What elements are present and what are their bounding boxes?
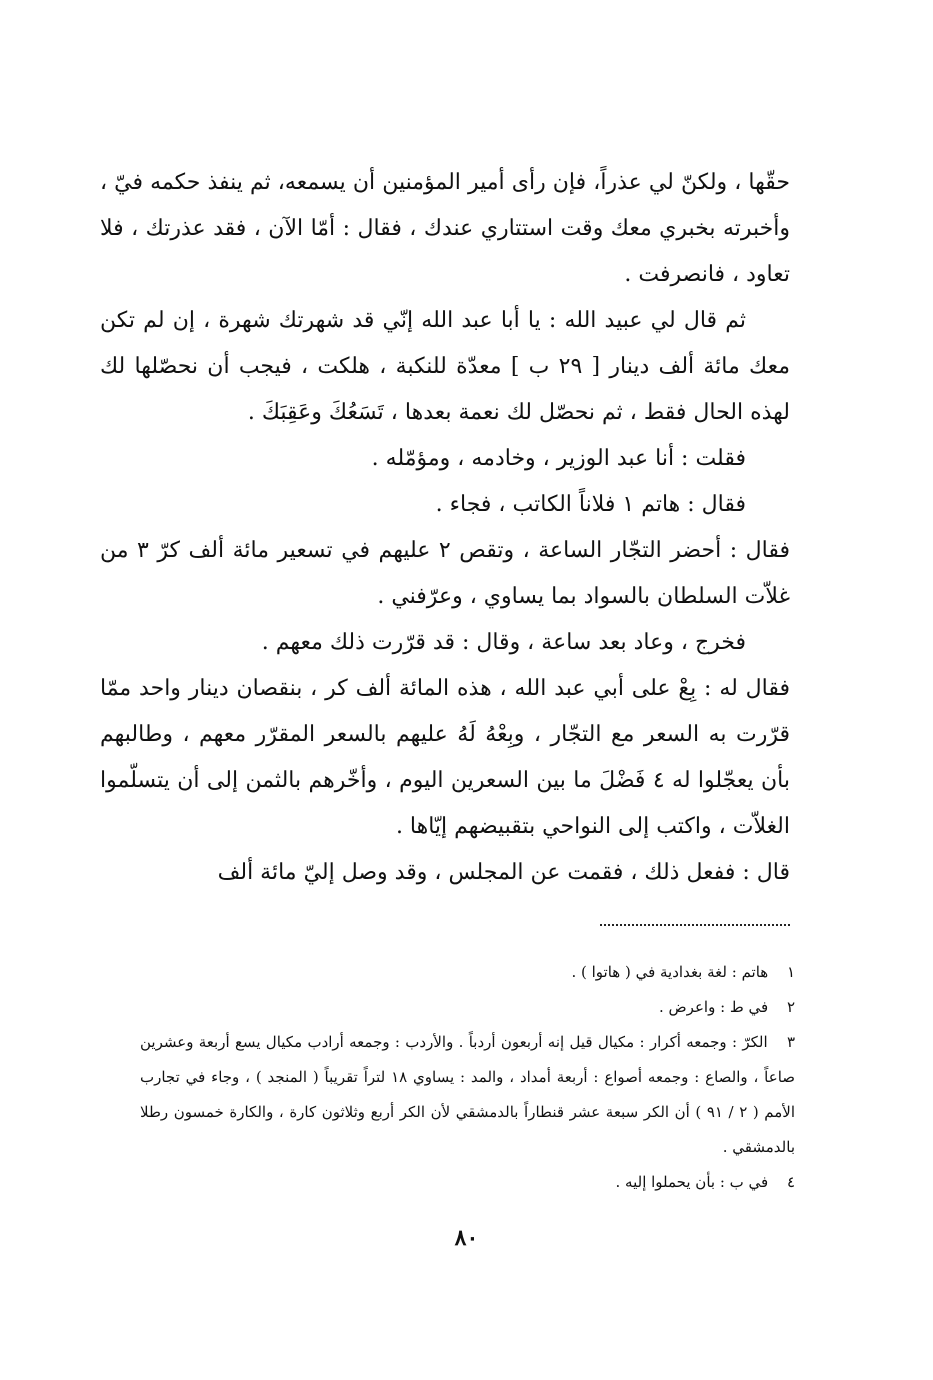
paragraph: ثم قال لي عبيد الله : يا أبا عبد الله إنّي قد شهرتك شهرة ، إن لم تكن معك مائة ألف دينار [ ٢٩ ب ] معدّة للنكبة ، هلكت ، فيجب أن نحصّلها لك لهذه الحال فقط ، ثم نحصّل لك نعمة بعدها ، تَسَعُكَ وعَقِبَكَ . <box>100 308 790 425</box>
page-number: ٨٠ <box>454 1225 479 1251</box>
footnote-text: في ب : بأن يحملوا إليه . <box>615 1173 769 1191</box>
footnote-text: في ط : واعرض . <box>659 998 769 1016</box>
footnote <box>140 1025 795 1165</box>
footnote <box>140 1165 795 1200</box>
paragraph: فقلت : أنا عبد الوزير ، وخادمه ، ومؤمّله . <box>371 446 746 471</box>
main-text <box>100 160 790 896</box>
footnote-number: ٤ <box>786 1173 795 1191</box>
paragraph: قال : ففعل ذلك ، فقمت عن المجلس ، وقد وصل إليّ مائة ألف <box>217 860 790 885</box>
footnote-text: الكرّ : وجمعه أكرار : مكيال قيل إنه أربعون أردباً . والأردب : وجمعه أرادب مكيال يسع أربعة وعشرين صاعاً ، والصاع : وجمعه أصواع : أربعة أمداد ، والمد : يساوي ١٨ لتراً تقريباً ( المنجد ) ، وجاء في تجارب الأمم ( ٢ / ٩١ ) أن الكر سبعة عشر قنطاراً بالدمشقي لأن الكر أربع وثلاثون كارة ، والكارة خمسون رطلا بالدمشقي . <box>140 1033 796 1156</box>
footnote <box>140 990 795 1025</box>
footnote-number: ٢ <box>786 998 795 1016</box>
paragraph: فخرج ، وعاد بعد ساعة ، وقال : قد قرّرت ذلك معهم . <box>261 630 746 655</box>
footnote-text: هاتم : لغة بغدادية في ( هاتوا ) . <box>571 963 769 981</box>
paragraph: فقال : أحضر التجّار الساعة ، وتقص ٢ عليهم في تسعير مائة ألف كرّ ٣ من غلاّت السلطان بالسواد بما يساوي ، وعرّفني . <box>100 538 790 609</box>
paragraph: فقال له : بِعْ على أبي عبد الله ، هذه المائة ألف كر ، بنقصان دينار واحد ممّا قرّرت به السعر مع التجّار ، وبِعْهُ لَهُ عليهم بالسعر المقرّر معهم ، وطالبهم بأن يعجّلوا له ٤ فَضْلَ ما بين السعرين اليوم ، وأخّرهم بالثمن إلى أن يتسلّموا الغلاّت ، واكتب إلى النواحي بتقبيضهم إيّاها . <box>100 676 790 839</box>
footnote-separator <box>600 924 790 926</box>
footnotes <box>140 955 795 1200</box>
footnote-number: ٣ <box>786 1033 795 1051</box>
paragraph: حقّها ، ولكنّ لي عذراً، فإن رأى أمير المؤمنين أن يسمعه، ثم ينفذ حكمه فيّ ، وأخبرته بخبري معك وقت استتاري عندك ، فقال : أمّا الآن ، فقد عذرتك ، فلا تعاود ، فانصرفت . <box>100 170 790 287</box>
footnote <box>140 955 795 990</box>
paragraph: فقال : هاتم ١ فلاناً الكاتب ، فجاء . <box>435 492 746 517</box>
footnote-number: ١ <box>786 963 795 981</box>
